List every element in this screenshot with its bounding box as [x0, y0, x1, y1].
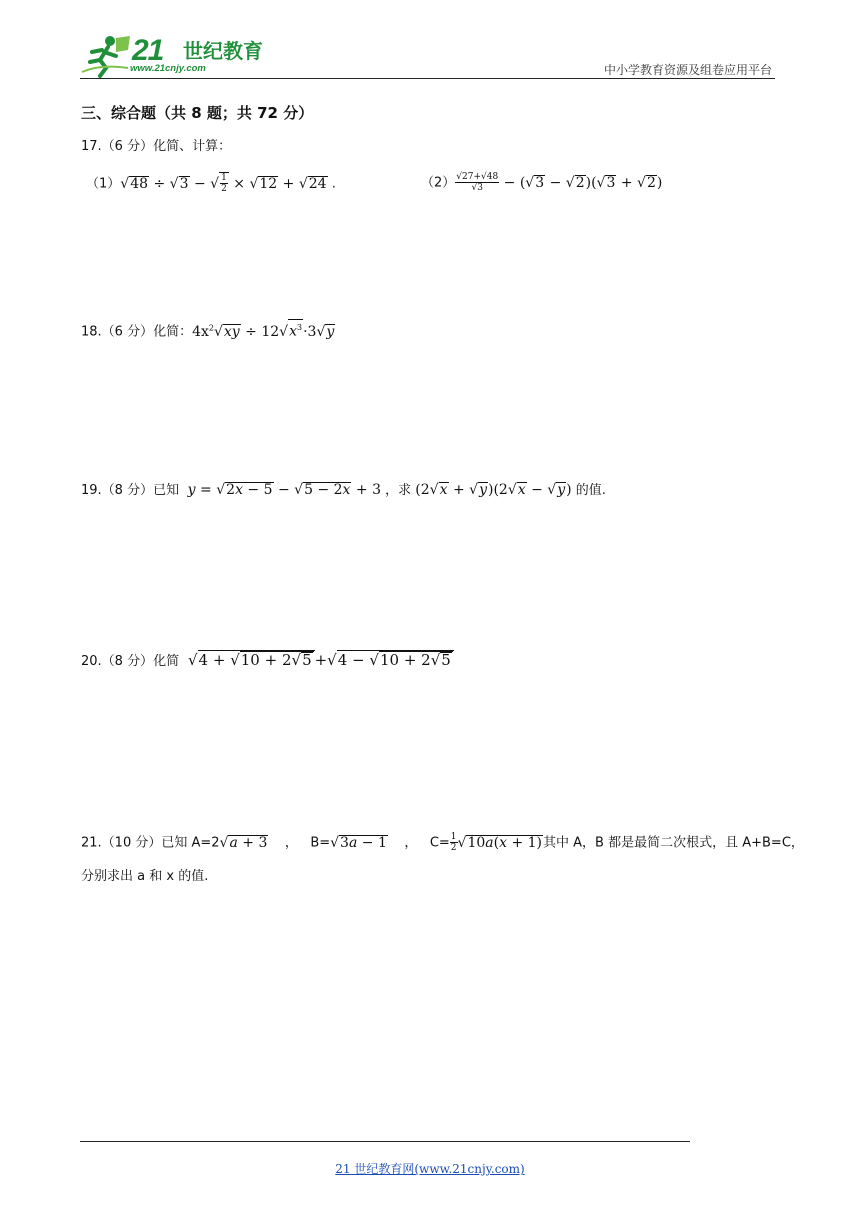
question-18-head: 18.（6 分）化简：: [81, 324, 193, 340]
question-21-tail: 其中 A，B 都是最简二次根式，且 A+B=C，: [543, 835, 804, 851]
question-20: [81, 650, 454, 672]
question-17-head: 17.（6 分）化简、计算：: [81, 139, 232, 154]
question-21-b: B=: [310, 835, 331, 851]
question-21-head: 21.（10 分）已知 A=2: [81, 835, 220, 851]
question-21-line2: 分别求出 a 和 x 的值.: [81, 869, 209, 884]
part-label: （2）: [421, 175, 456, 191]
logo-text: 世纪教育: [183, 39, 263, 63]
logo-number: 21: [132, 34, 164, 67]
math-expression: √3a − 1: [330, 834, 387, 851]
question-19-tail: 的值.: [575, 483, 606, 498]
section-title: 三、综合题（共 8 题；共 72 分）: [81, 104, 314, 122]
question-18: [81, 318, 335, 343]
question-17-part1: （1）√48 ÷ √3 − √ $\frac{1}{2}$ × √12 + √24 .: [86, 173, 336, 194]
math-expression: √4 + √10 + 2√5 +√4 − √10 + 2√5: [183, 651, 454, 669]
math-expression: √a + 3: [219, 834, 268, 851]
math-expression: y = √2x − 5 − √5 − 2x + 3: [187, 482, 381, 498]
math-expression: $\frac{√27+√48}{√3}$ − (√3 − √2)(√3 + √2): [456, 172, 663, 193]
part-label: （1）: [86, 176, 121, 192]
question-17-part2: [421, 172, 662, 194]
question-19-mid: ，求: [385, 483, 412, 498]
math-expression: (2√x + √y)(2√x − √y): [415, 482, 572, 498]
math-expression: √48 ÷ √3 − √ $\frac{1}{2}$ × √12 + √24: [120, 173, 327, 194]
site-logo: [80, 34, 263, 78]
logo-url: www.21cnjy.com: [130, 63, 206, 74]
question-20-head: 20.（8 分）化简: [81, 654, 180, 669]
question-21-line1: 21.（10 分）已知 A=2√a + 3 ， B=√3a − 1 ， C= $\frac{1}{2}$ √10a(x + 1)其中 A，B 都是最简二次根式，且 A+B=C，: [81, 832, 804, 853]
question-19: [81, 480, 606, 501]
question-21-c: C=: [429, 835, 450, 851]
question-19-head: 19.（8 分）已知: [81, 483, 180, 498]
footer-link[interactable]: 21 世纪教育网(www.21cnjy.com): [335, 1162, 525, 1176]
platform-title: 中小学教育资源及组卷应用平台: [603, 63, 772, 77]
runner-icon: [80, 34, 132, 78]
footer-divider: [80, 1141, 690, 1142]
math-expression: $\frac{1}{2}$ √10a(x + 1): [450, 832, 543, 853]
math-expression: $4x^2√xy \div 12√x^3\cdot 3√y$: [192, 324, 335, 340]
header-divider: [80, 78, 775, 79]
